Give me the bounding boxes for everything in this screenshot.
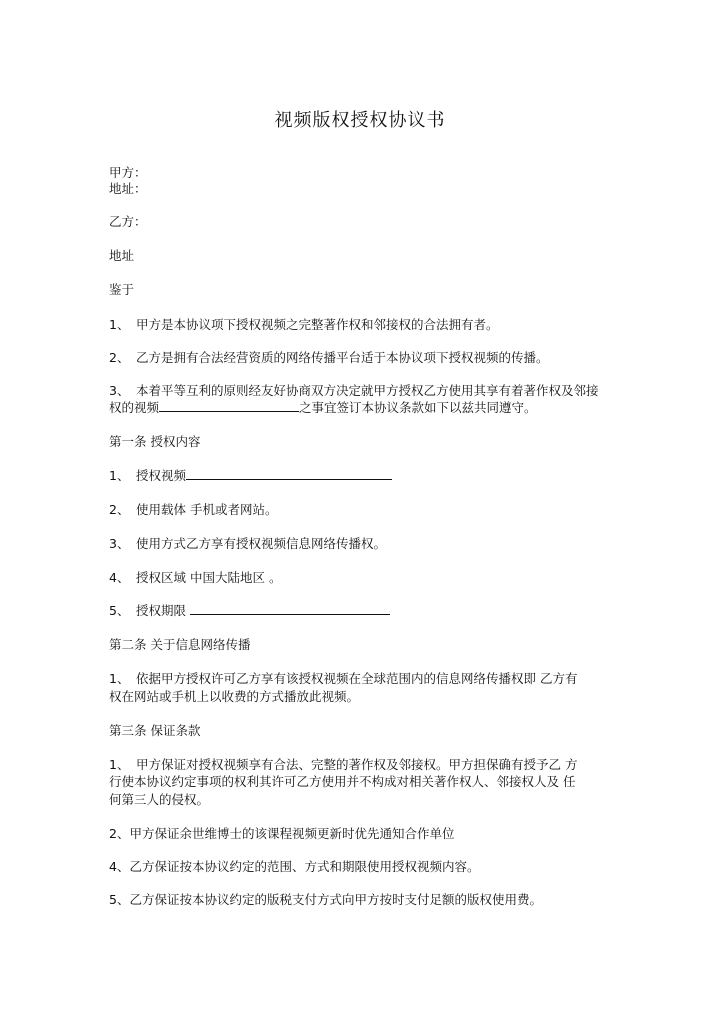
article-3-item-2: 2、甲方保证余世维博士的该课程视频更新时优先通知合作单位	[109, 826, 455, 841]
article-1-item-5	[109, 601, 609, 620]
recital-text: 权的视频	[109, 400, 160, 415]
article-2-item-1	[109, 669, 609, 688]
item-number: 2、	[109, 502, 130, 517]
item-number: 1、	[109, 757, 130, 772]
item-number: 5、	[109, 603, 130, 618]
license-term-blank	[190, 602, 390, 615]
article-3-item-1-continued-2: 何第三人的侵权。	[109, 792, 210, 807]
party-b-label: 乙方：	[109, 214, 147, 229]
whereas-heading: 鉴于	[109, 282, 135, 297]
recital-3-continued	[109, 398, 609, 417]
article-3-item-5: 5、乙方保证按本协议约定的版税支付方式向甲方按时支付足额的版权使用费。	[109, 892, 542, 907]
article-2-item-1-continued: 权在网站或手机上以收费的方式播放此视频。	[109, 689, 360, 704]
party-b-address-label: 地址	[109, 248, 135, 263]
article-1-item-4	[109, 568, 609, 587]
item-label: 使用方式乙方享有授权视频信息网络传播权。	[136, 536, 387, 551]
item-label: 授权视频	[136, 468, 187, 483]
article-1-item-1	[109, 466, 609, 485]
recital-text: 甲方是本协议项下授权视频之完整著作权和邻接权的合法拥有者。	[136, 317, 499, 332]
article-1-item-3	[109, 534, 609, 553]
document-title: 视频版权授权协议书	[274, 110, 446, 131]
article-3-heading: 第三条 保证条款	[109, 723, 201, 738]
authorized-video-blank	[186, 467, 392, 480]
item-number: 3、	[109, 536, 130, 551]
item-number: 1、	[109, 671, 130, 686]
party-a-label: 甲方：	[109, 165, 147, 180]
recital-number: 1、	[109, 317, 130, 332]
recital-1	[109, 315, 609, 334]
recital-text: 之事宜签订本协议条款如下以兹共同遵守。	[299, 400, 537, 415]
item-text: 依据甲方授权许可乙方享有该授权视频在全球范围内的信息网络传播权即 乙方有	[136, 671, 578, 686]
item-label: 授权区域 中国大陆地区 。	[136, 570, 282, 585]
article-3-item-1-continued: 行使本协议约定事项的权利其许可乙方使用并不构成对相关著作权人、邻接权人及 任	[109, 774, 576, 789]
item-label: 使用载体 手机或者网站。	[136, 502, 278, 517]
recital-number: 2、	[109, 350, 130, 365]
recital-2	[109, 348, 609, 367]
recital-text: 乙方是拥有合法经营资质的网络传播平台适于本协议项下授权视频的传播。	[136, 350, 549, 365]
item-number: 4、	[109, 570, 130, 585]
item-label: 授权期限	[136, 603, 187, 618]
item-number: 1、	[109, 468, 130, 483]
recital-text: 本着平等互利的原则经友好协商双方决定就甲方授权乙方使用其享有着著作权及邻接	[136, 383, 599, 398]
recital-number: 3、	[109, 383, 130, 398]
item-text: 甲方保证对授权视频享有合法、完整的著作权及邻接权。甲方担保确有授予乙 方	[136, 757, 578, 772]
video-name-blank	[159, 399, 299, 412]
article-2-heading: 第二条 关于信息网络传播	[109, 637, 251, 652]
party-a-address-label: 地址：	[109, 181, 147, 196]
article-1-heading: 第一条 授权内容	[109, 434, 201, 449]
article-1-item-2	[109, 500, 609, 519]
article-3-item-4: 4、乙方保证按本协议约定的范围、方式和期限使用授权视频内容。	[109, 859, 480, 874]
